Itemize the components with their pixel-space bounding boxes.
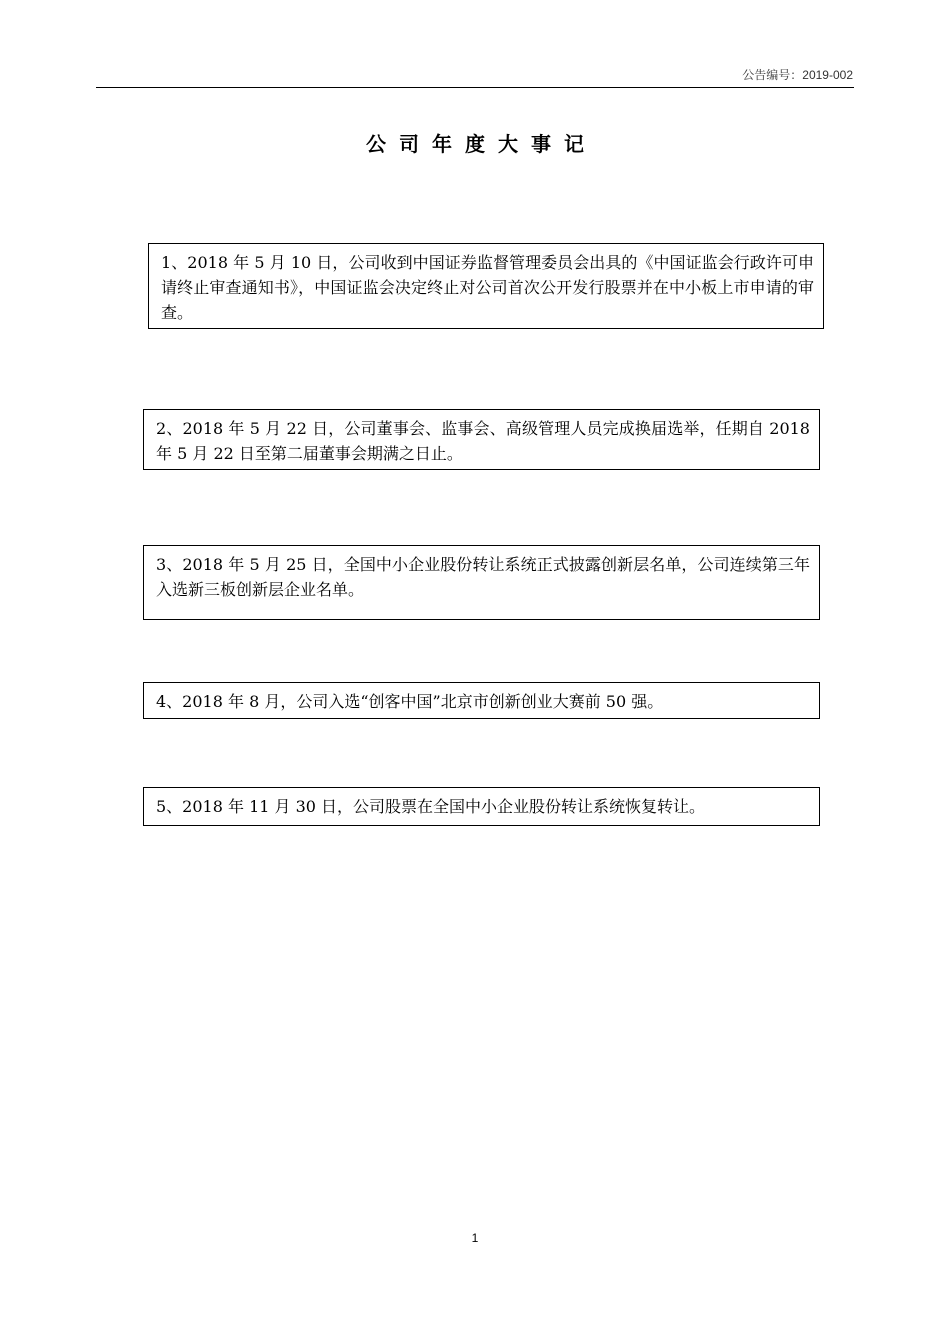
event-item-5: 5、2018 年 11 月 30 日，公司股票在全国中小企业股份转让系统恢复转让。 xyxy=(143,787,820,826)
event-item-4: 4、2018 年 8 月，公司入选“创客中国”北京市创新创业大赛前 50 强。 xyxy=(143,682,820,719)
event-item-1: 1、2018 年 5 月 10 日，公司收到中国证券监督管理委员会出具的《中国证监会行政许可申请终止审查通知书》，中国证监会决定终止对公司首次公开发行股票并在中小板上市申请的审查。 xyxy=(148,243,824,329)
page-number: 1 xyxy=(471,1231,479,1245)
page-title: 公司年度大事记 xyxy=(366,132,597,156)
event-item-3: 3、2018 年 5 月 25 日，全国中小企业股份转让系统正式披露创新层名单，公司连续第三年入选新三板创新层企业名单。 xyxy=(143,545,820,620)
header-divider xyxy=(96,87,854,88)
event-item-2: 2、2018 年 5 月 22 日，公司董事会、监事会、高级管理人员完成换届选举，任期自 2018 年 5 月 22 日至第二届董事会期满之日止。 xyxy=(143,409,820,470)
announcement-number: 公告编号：2019-002 xyxy=(742,68,853,82)
